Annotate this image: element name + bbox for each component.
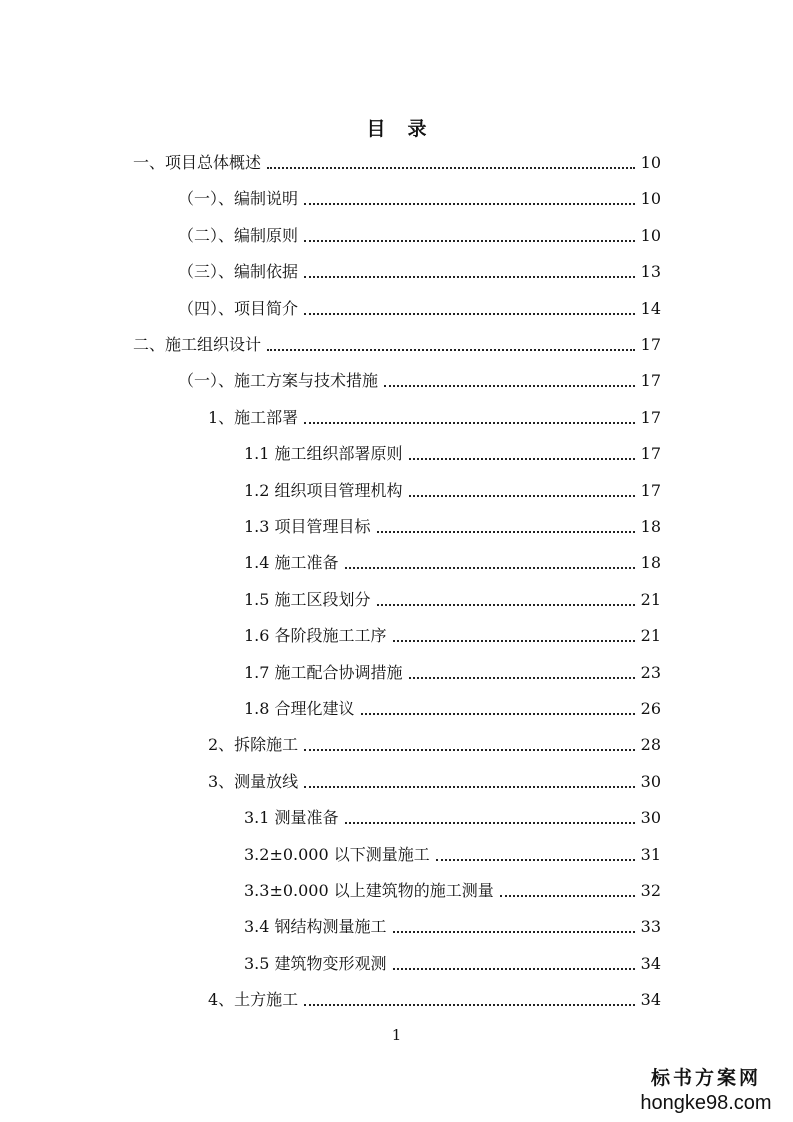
- toc-entry[interactable]: [244, 514, 661, 538]
- toc-leader-dots: [500, 895, 635, 897]
- toc-leader-dots: [409, 495, 635, 497]
- toc-leader-dots: [304, 422, 634, 424]
- toc-entry-page: 17: [640, 480, 661, 500]
- toc-entry[interactable]: [244, 914, 661, 938]
- toc-entry-page: 17: [640, 335, 661, 354]
- toc-entry-label: 2、拆除施工: [208, 735, 299, 755]
- toc-title-char-2: 录: [407, 118, 427, 140]
- toc-leader-dots: [304, 1004, 634, 1006]
- toc-entry-label: 4、土方施工: [208, 990, 299, 1010]
- toc-entry-page: 17: [640, 371, 661, 391]
- toc-leader-dots: [304, 749, 634, 751]
- toc-entry-label: 1.7 施工配合协调措施: [244, 662, 403, 682]
- toc-leader-dots: [393, 640, 635, 642]
- toc-entry-page: 21: [640, 589, 661, 609]
- toc-entry[interactable]: [244, 550, 661, 574]
- toc-entry-page: 10: [640, 225, 661, 245]
- toc-leader-dots: [304, 240, 635, 242]
- toc-entry-page: 30: [640, 771, 661, 791]
- toc-entry-page: 17: [640, 407, 661, 427]
- toc-leader-dots: [304, 203, 635, 205]
- toc-entry[interactable]: [244, 478, 661, 502]
- toc-entry[interactable]: [244, 805, 661, 829]
- toc-entry-label: 1.5 施工区段划分: [244, 589, 371, 609]
- toc-entry-label: 3.2±0.000 以下测量施工: [244, 844, 430, 864]
- watermark-logo: [631, 1068, 781, 1116]
- toc-entry-page: 32: [640, 881, 661, 900]
- toc-leader-dots: [345, 822, 635, 824]
- toc-entry-label: 3.3±0.000 以上建筑物的施工测量: [244, 881, 494, 900]
- toc-leader-dots: [304, 313, 635, 315]
- toc-entry[interactable]: [133, 332, 661, 356]
- toc-entry[interactable]: [244, 878, 661, 902]
- toc-leader-dots: [361, 713, 635, 715]
- toc-leader-dots: [384, 385, 635, 387]
- toc-leader-dots: [377, 604, 635, 606]
- toc-entry-label: 1.1 施工组织部署原则: [244, 444, 403, 464]
- toc-entry-page: 10: [640, 189, 661, 209]
- toc-entry-page: 18: [640, 517, 661, 536]
- toc-entry[interactable]: [208, 405, 661, 429]
- toc-entry[interactable]: [178, 186, 661, 210]
- toc-entry-page: 31: [640, 844, 661, 864]
- toc-entry[interactable]: [244, 660, 661, 684]
- toc-entry[interactable]: [178, 296, 661, 320]
- toc-entry-label: 3.5 建筑物变形观测: [244, 953, 387, 973]
- toc-entry-label: 1.6 各阶段施工工序: [244, 626, 387, 646]
- toc-entry-page: 13: [640, 262, 661, 282]
- watermark-url: hongke98.com: [640, 1092, 772, 1114]
- toc-entry[interactable]: [178, 259, 661, 283]
- toc-entry-label: （四）、项目简介: [178, 298, 299, 318]
- toc-entry-label: （三）、编制依据: [178, 262, 299, 282]
- toc-leader-dots: [267, 167, 635, 169]
- toc-entry-page: 10: [640, 153, 661, 172]
- toc-leader-dots: [393, 968, 635, 970]
- toc-title: [0, 114, 793, 141]
- toc-entry-label: 二、施工组织设计: [133, 335, 262, 354]
- toc-entry-label: 3、测量放线: [208, 771, 299, 791]
- toc-entry-page: 14: [640, 298, 661, 318]
- toc-entry-label: 3.4 钢结构测量施工: [244, 917, 387, 937]
- toc-entry-label: 3.1 测量准备: [244, 808, 339, 828]
- watermark-name: 标书方案网: [650, 1068, 761, 1089]
- toc-entry-page: 26: [640, 699, 661, 718]
- toc-entry-label: 1.8 合理化建议: [244, 699, 355, 718]
- toc-entry-label: （一）、编制说明: [178, 189, 299, 209]
- toc-leader-dots: [436, 859, 635, 861]
- toc-leader-dots: [409, 677, 635, 679]
- toc-entry-page: 34: [640, 990, 661, 1010]
- toc-leader-dots: [304, 276, 635, 278]
- toc-entry-label: （二）、编制原则: [178, 225, 299, 245]
- toc-leader-dots: [409, 458, 635, 460]
- toc-entry-page: 17: [640, 444, 661, 464]
- toc-entry[interactable]: [244, 696, 661, 720]
- toc-entry-page: 30: [640, 808, 661, 828]
- toc-entry[interactable]: [244, 951, 661, 975]
- toc-entry[interactable]: [244, 842, 661, 866]
- toc-entry-page: 21: [640, 626, 661, 646]
- toc-entry[interactable]: [244, 441, 661, 465]
- toc-entry-label: 一、项目总体概述: [133, 153, 262, 172]
- toc-entry[interactable]: [244, 623, 661, 647]
- toc-leader-dots: [377, 531, 635, 533]
- toc-entry[interactable]: [208, 769, 661, 793]
- page-number: 1: [391, 1026, 402, 1044]
- toc-leader-dots: [393, 931, 635, 933]
- toc-entry-label: 1.4 施工准备: [244, 553, 339, 573]
- toc-entry-page: 18: [640, 553, 661, 573]
- toc-entry-page: 33: [640, 917, 661, 937]
- toc-entry[interactable]: [178, 368, 661, 392]
- toc-entry-page: 34: [640, 953, 661, 973]
- toc-leader-dots: [345, 567, 635, 569]
- toc-leader-dots: [267, 349, 635, 351]
- toc-entry-label: 1、施工部署: [208, 407, 299, 427]
- toc-entry[interactable]: [244, 587, 661, 611]
- toc-entry[interactable]: [208, 987, 661, 1011]
- toc-entry-page: 23: [640, 662, 661, 682]
- toc-leader-dots: [304, 786, 634, 788]
- toc-entry[interactable]: [178, 223, 661, 247]
- toc-entry-page: 28: [640, 735, 661, 755]
- toc-entry[interactable]: [133, 150, 661, 174]
- toc-title-char-1: 目: [366, 118, 386, 140]
- toc-entry-label: 1.2 组织项目管理机构: [244, 480, 403, 500]
- toc-entry-label: （一）、施工方案与技术措施: [178, 371, 379, 391]
- toc-entry[interactable]: [208, 732, 661, 756]
- toc-entry-label: 1.3 项目管理目标: [244, 517, 371, 536]
